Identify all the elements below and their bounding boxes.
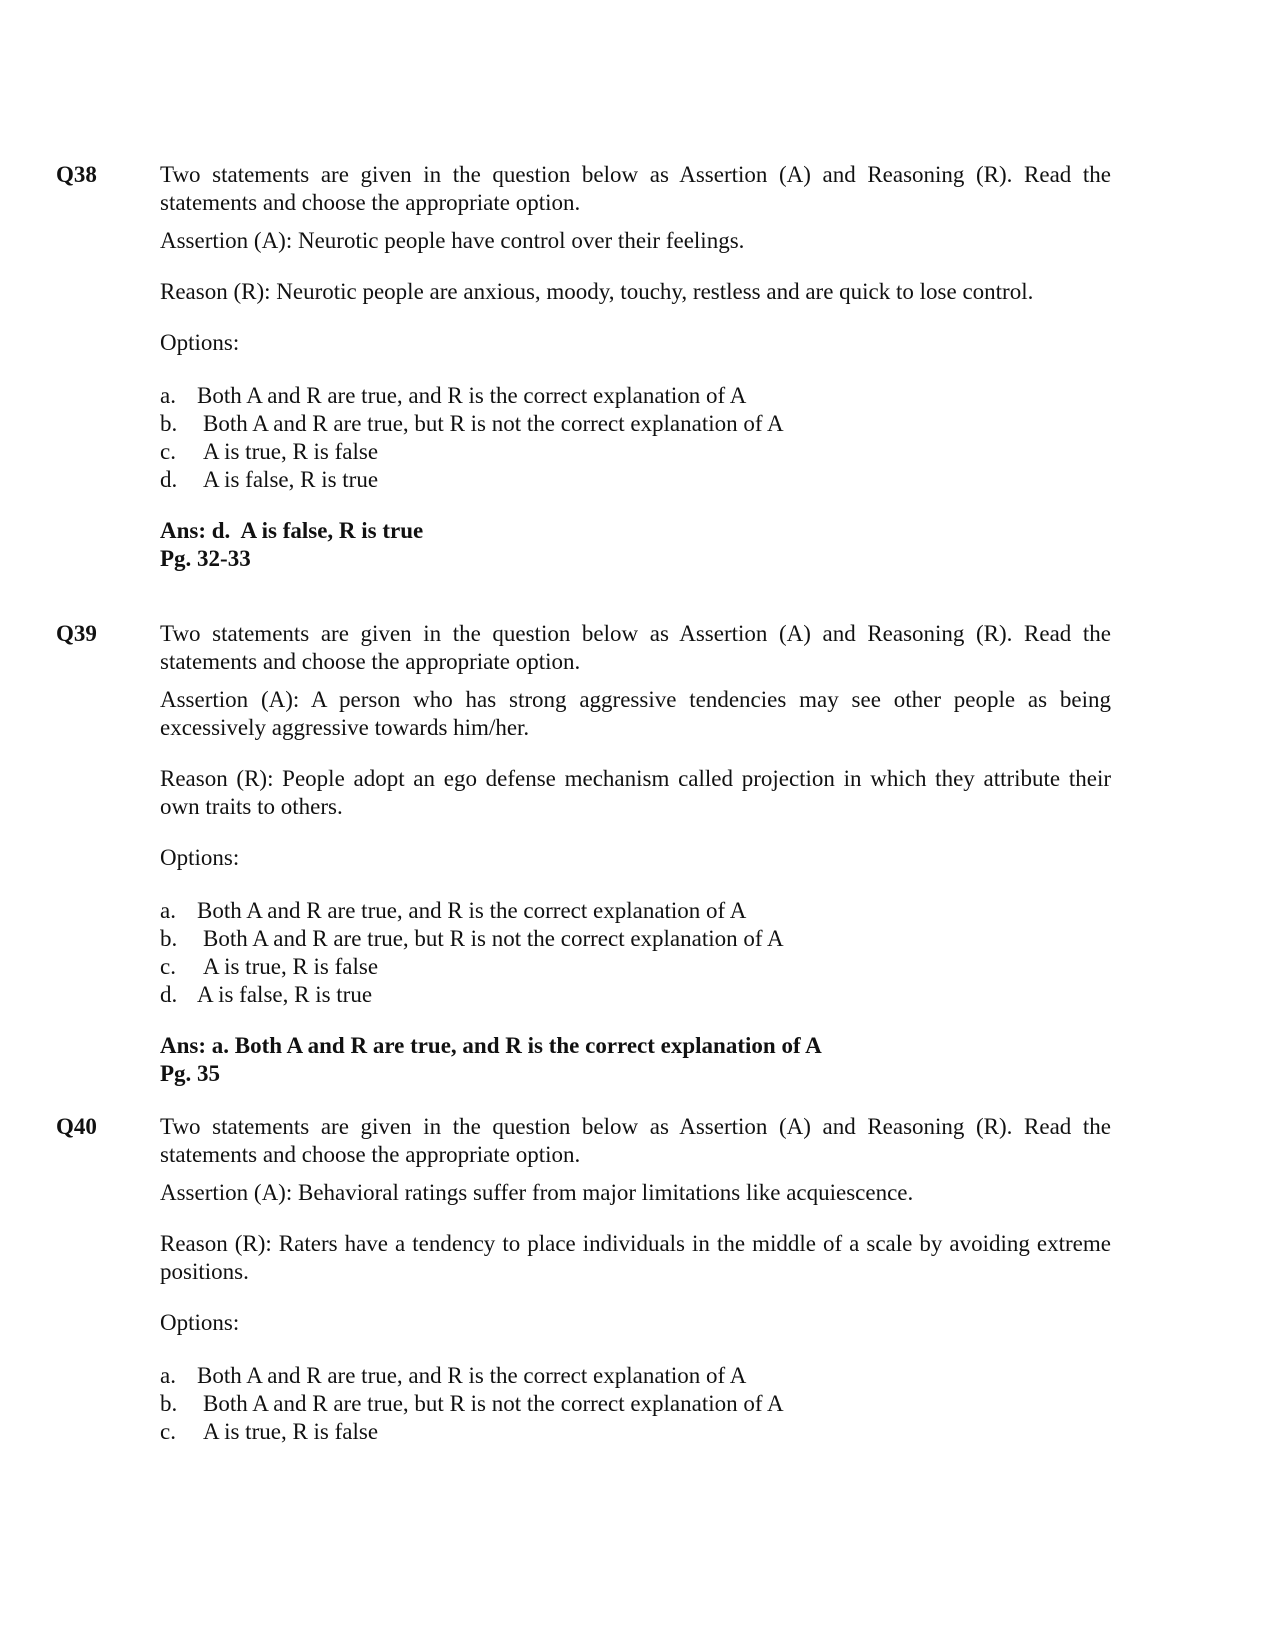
option-letter: d. bbox=[160, 467, 178, 492]
question-intro: Two statements are given in the question below as Assertion (A) and Reasoning (R). Read the statements and choose the appropriate option. bbox=[160, 1114, 1111, 1167]
page-reference: Pg. 32-33 bbox=[160, 546, 251, 571]
option-letter: b. bbox=[160, 1391, 178, 1416]
option-letter: b. bbox=[160, 926, 178, 951]
question-number: Q40 bbox=[56, 1114, 97, 1139]
option-text: A is false, R is true bbox=[203, 467, 379, 492]
question-intro: Two statements are given in the question below as Assertion (A) and Reasoning (R). Read the statements and choose the appropriate option. bbox=[160, 621, 1111, 674]
option-text: Both A and R are true, but R is not the correct explanation of A bbox=[203, 926, 784, 951]
options-label: Options: bbox=[160, 1310, 240, 1335]
option-text: Both A and R are true, and R is the correct explanation of A bbox=[197, 898, 747, 923]
option-letter: b. bbox=[160, 411, 178, 436]
option-d bbox=[160, 466, 1111, 494]
option-text: Both A and R are true, and R is the correct explanation of A bbox=[197, 1363, 747, 1388]
option-letter: a. bbox=[160, 1363, 176, 1388]
options-list bbox=[160, 897, 1111, 1009]
option-a bbox=[160, 382, 1111, 410]
option-c bbox=[160, 953, 1111, 981]
option-d bbox=[160, 981, 1111, 1009]
option-text: A is true, R is false bbox=[203, 1419, 379, 1444]
assertion-text: Assertion (A): Neurotic people have control over their feelings. bbox=[160, 228, 745, 253]
option-a bbox=[160, 897, 1111, 925]
option-letter: c. bbox=[160, 439, 176, 464]
question-body bbox=[160, 1113, 1111, 1469]
options-label: Options: bbox=[160, 330, 240, 355]
options-list bbox=[160, 382, 1111, 494]
assertion-text: Assertion (A): Behavioral ratings suffer from major limitations like acquiescence. bbox=[160, 1180, 914, 1205]
reason-text: Reason (R): Neurotic people are anxious, moody, touchy, restless and are quick to lose control. bbox=[160, 279, 1034, 304]
option-text: A is true, R is false bbox=[203, 439, 379, 464]
option-a bbox=[160, 1362, 1111, 1390]
option-letter: c. bbox=[160, 954, 176, 979]
option-text: Both A and R are true, and R is the correct explanation of A bbox=[197, 383, 747, 408]
option-text: Both A and R are true, but R is not the correct explanation of A bbox=[203, 1391, 784, 1416]
option-c bbox=[160, 1418, 1111, 1446]
reason-text: Reason (R): Raters have a tendency to place individuals in the middle of a scale by avoiding extreme positions. bbox=[160, 1231, 1111, 1284]
question-body bbox=[160, 620, 1111, 1088]
option-letter: d. bbox=[160, 982, 178, 1007]
option-letter: a. bbox=[160, 898, 176, 923]
question-body bbox=[160, 161, 1111, 573]
reason-text: Reason (R): People adopt an ego defense mechanism called projection in which they attribute their own traits to others. bbox=[160, 766, 1111, 819]
option-letter: a. bbox=[160, 383, 176, 408]
answer-text: Ans: a. Both A and R are true, and R is the correct explanation of A bbox=[160, 1033, 822, 1058]
options-label: Options: bbox=[160, 845, 240, 870]
page-reference: Pg. 35 bbox=[160, 1061, 221, 1086]
question-number: Q39 bbox=[56, 621, 97, 646]
option-b bbox=[160, 1390, 1111, 1418]
option-letter: c. bbox=[160, 1419, 176, 1444]
answer-text: Ans: d. A is false, R is true bbox=[160, 518, 424, 543]
option-text: A is false, R is true bbox=[197, 982, 373, 1007]
option-text: Both A and R are true, but R is not the correct explanation of A bbox=[203, 411, 784, 436]
option-text: A is true, R is false bbox=[203, 954, 379, 979]
assertion-text: Assertion (A): A person who has strong aggressive tendencies may see other people as being excessively aggressive towards him/her. bbox=[160, 687, 1111, 740]
question-intro: Two statements are given in the question below as Assertion (A) and Reasoning (R). Read the statements and choose the appropriate option. bbox=[160, 162, 1111, 215]
option-c bbox=[160, 438, 1111, 466]
question-number: Q38 bbox=[56, 162, 97, 187]
option-b bbox=[160, 925, 1111, 953]
option-b bbox=[160, 410, 1111, 438]
options-list bbox=[160, 1362, 1111, 1446]
